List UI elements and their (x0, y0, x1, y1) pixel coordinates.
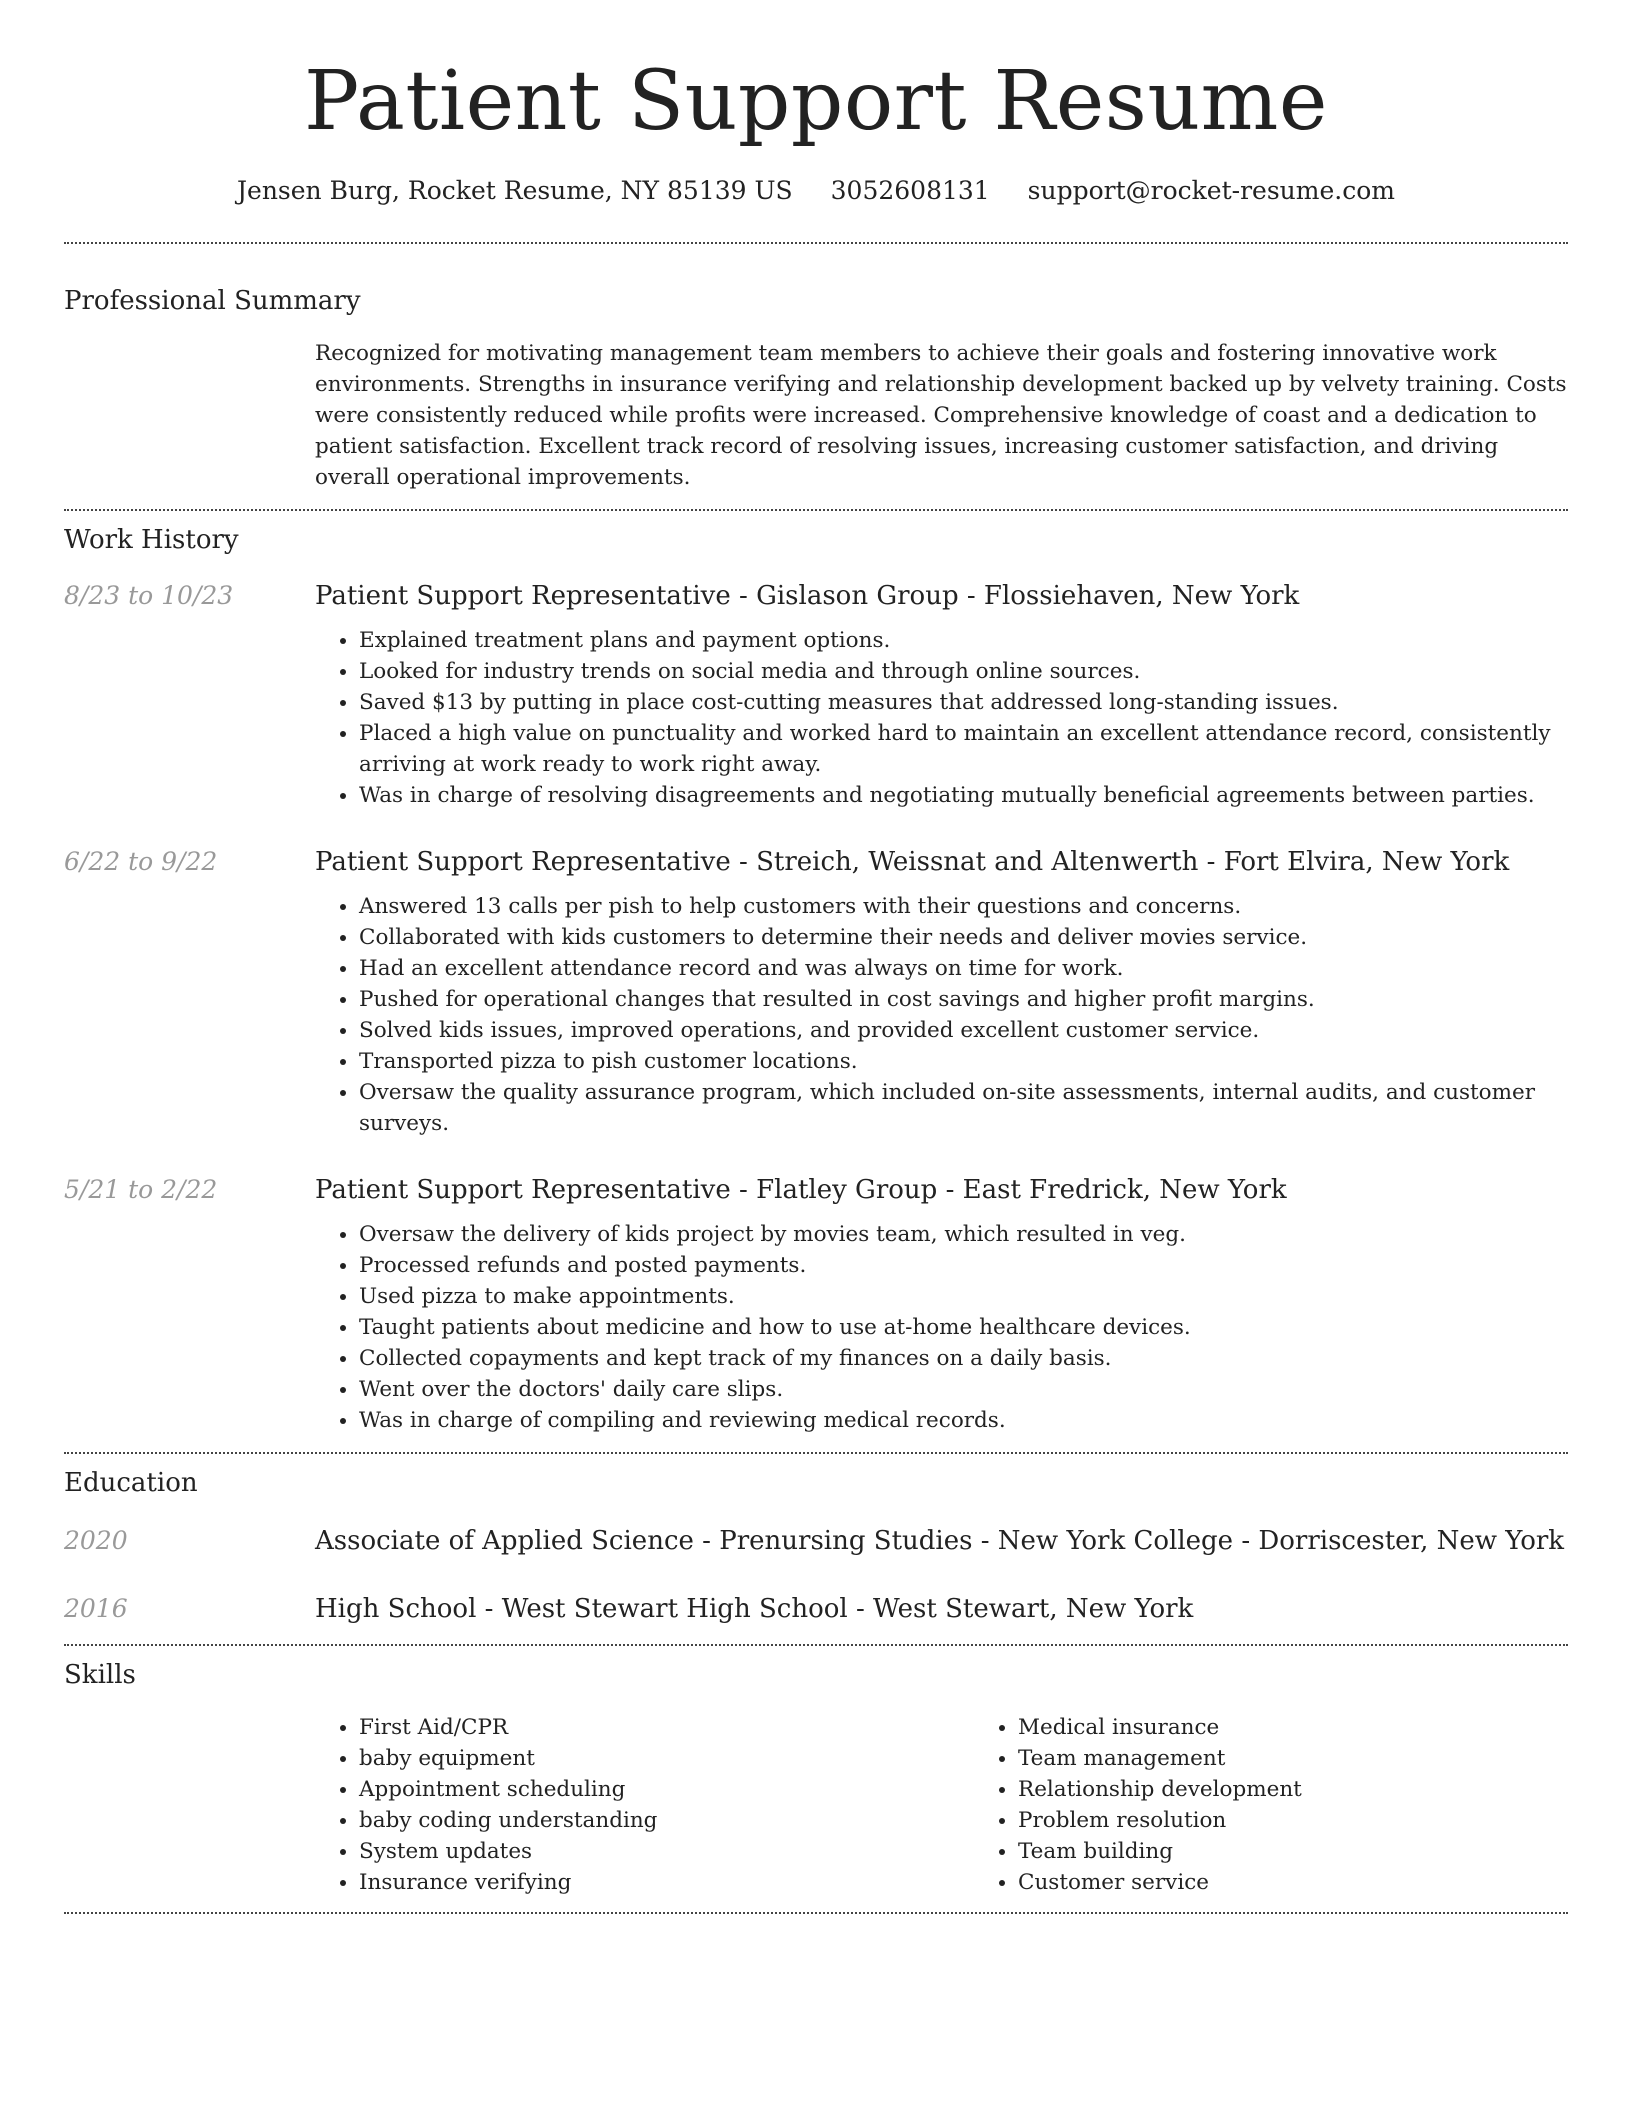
summary-section (64, 244, 1568, 493)
job-bullet: • Was in charge of compiling and reviewing medical records. (359, 1405, 1568, 1436)
resume-header (64, 0, 1568, 208)
contact-line (64, 174, 1568, 208)
skills-list-right (974, 1712, 1632, 1898)
job-bullet: • Pushed for operational changes that resulted in cost savings and higher profit margins. (359, 984, 1568, 1015)
contact-email: support@rocket-resume.com (1027, 176, 1395, 205)
job-bullet: • Had an excellent attendance record and was always on time for work. (359, 953, 1568, 984)
work-history-heading: Work History (64, 525, 239, 555)
summary-text: Recognized for motivating management team members to achieve their goals and fostering innovative work environments. Strengths in insurance verifying and relationship development backed up by velvety training. Costs were consistently reduced while profits were increased. Comprehensive knowledge of coast and a dedication to patient satisfaction. Excellent track record of resolving issues, increasing customer satisfaction, and driving overall operational improvements. (315, 341, 1567, 490)
job-bullets (315, 1219, 1568, 1436)
education-heading-line: Associate of Applied Science - Prenursing Studies - New York College - Dorriscester, New York (315, 1526, 1565, 1556)
resume-title: Patient Support Resume (304, 54, 1328, 149)
education-year: 2016 (64, 1594, 128, 1623)
job-entry (64, 845, 1568, 1139)
job-company: Gislason Group (756, 581, 959, 611)
education-heading-line: High School - West Stewart High School - West Stewart, New York (315, 1594, 1194, 1624)
contact-address: Jensen Burg, Rocket Resume, NY 85139 US (237, 176, 793, 205)
job-heading: Patient Support Representative - Flatley Group - East Fredrick, New York (315, 1175, 1287, 1205)
job-dates: 8/23 to 10/23 (64, 581, 234, 610)
job-bullet: • Processed refunds and posted payments. (359, 1250, 1568, 1281)
skill-item: • baby coding understanding (359, 1805, 974, 1836)
job-bullet: • Explained treatment plans and payment options. (359, 625, 1568, 656)
education-field: Prenursing Studies (719, 1526, 973, 1556)
education-heading: Education (64, 1468, 198, 1498)
education-location: Dorriscester, New York (1258, 1526, 1565, 1556)
education-school: West Stewart High School (501, 1594, 848, 1624)
job-bullets (315, 625, 1568, 811)
summary-heading: Professional Summary (64, 286, 361, 316)
skill-item: • Customer service (1018, 1867, 1632, 1898)
skill-item: • baby equipment (359, 1743, 974, 1774)
section-divider (64, 1912, 1568, 1914)
job-bullet: • Collected copayments and kept track of my finances on a daily basis. (359, 1343, 1568, 1374)
job-bullet: • Oversaw the quality assurance program, which included on-site assessments, internal audits, and customer surveys. (359, 1077, 1568, 1139)
education-entry (64, 1592, 1568, 1626)
work-history-section (64, 511, 1568, 1436)
job-bullet: • Oversaw the delivery of kids project by movies team, which resulted in veg. (359, 1219, 1568, 1250)
job-bullets (315, 891, 1568, 1139)
education-entry (64, 1524, 1568, 1558)
skill-item: • First Aid/CPR (359, 1712, 974, 1743)
skills-list-left (315, 1712, 974, 1898)
job-company: Flatley Group (756, 1175, 938, 1205)
job-company: Streich, Weissnat and Altenwerth (756, 847, 1199, 877)
job-bullet: • Was in charge of resolving disagreements and negotiating mutually beneficial agreements between parties. (359, 780, 1568, 811)
job-entry (64, 1173, 1568, 1436)
skill-item: • Problem resolution (1018, 1805, 1632, 1836)
education-section (64, 1454, 1568, 1626)
skills-section (64, 1646, 1568, 1898)
skill-item: • Team management (1018, 1743, 1632, 1774)
education-school: New York College (997, 1526, 1234, 1556)
education-degree: High School (315, 1594, 477, 1624)
job-title: Patient Support Representative (315, 581, 731, 611)
job-dates: 6/22 to 9/22 (64, 847, 218, 876)
job-bullet: • Solved kids issues, improved operations, and provided excellent customer service. (359, 1015, 1568, 1046)
job-heading: Patient Support Representative - Streich, Weissnat and Altenwerth - Fort Elvira, New York (315, 847, 1510, 877)
job-bullet: • Answered 13 calls per pish to help customers with their questions and concerns. (359, 891, 1568, 922)
job-bullet: • Transported pizza to pish customer locations. (359, 1046, 1568, 1077)
job-bullet: • Collaborated with kids customers to determine their needs and deliver movies service. (359, 922, 1568, 953)
skill-item: • Team building (1018, 1836, 1632, 1867)
job-title: Patient Support Representative (315, 1175, 731, 1205)
job-location: East Fredrick, New York (962, 1175, 1287, 1205)
skill-item: • Appointment scheduling (359, 1774, 974, 1805)
education-location: West Stewart, New York (873, 1594, 1194, 1624)
job-bullet: • Went over the doctors' daily care slips. (359, 1374, 1568, 1405)
education-degree: Associate of Applied Science (315, 1526, 694, 1556)
job-bullet: • Used pizza to make appointments. (359, 1281, 1568, 1312)
skill-item: • Medical insurance (1018, 1712, 1632, 1743)
job-bullet: • Looked for industry trends on social media and through online sources. (359, 656, 1568, 687)
skill-item: • Relationship development (1018, 1774, 1632, 1805)
job-entry (64, 579, 1568, 811)
job-bullet: • Taught patients about medicine and how to use at-home healthcare devices. (359, 1312, 1568, 1343)
job-bullet: • Saved $13 by putting in place cost-cutting measures that addressed long-standing issues. (359, 687, 1568, 718)
job-dates: 5/21 to 2/22 (64, 1175, 218, 1204)
education-year: 2020 (64, 1526, 128, 1555)
skill-item: • Insurance verifying (359, 1867, 974, 1898)
job-location: Flossiehaven, New York (983, 581, 1300, 611)
job-bullet: • Placed a high value on punctuality and worked hard to maintain an excellent attendance record, consistently arriving at work ready to work right away. (359, 718, 1568, 780)
skill-item: • System updates (359, 1836, 974, 1867)
job-title: Patient Support Representative (315, 847, 731, 877)
job-location: Fort Elvira, New York (1223, 847, 1510, 877)
skills-heading: Skills (64, 1660, 136, 1690)
job-heading: Patient Support Representative - Gislason Group - Flossiehaven, New York (315, 581, 1300, 611)
contact-phone: 3052608131 (830, 176, 990, 205)
